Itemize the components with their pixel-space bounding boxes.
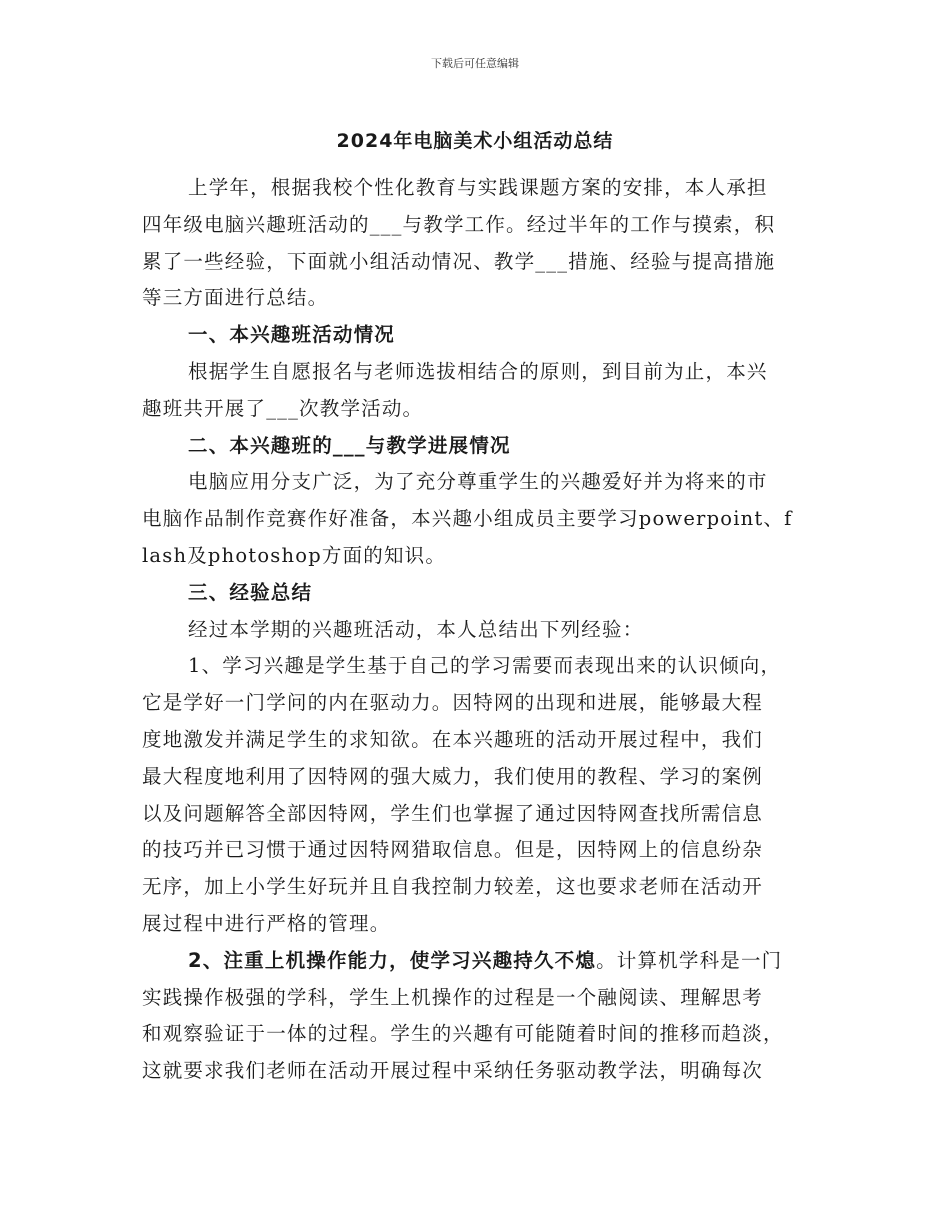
- section-heading-2: 二、本兴趣班的___与教学进展情况: [188, 433, 511, 457]
- bold-lead-text: 2、注重上机操作能力，使学习兴趣持久不熄: [188, 948, 597, 972]
- paragraph-line: 四年级电脑兴趣班活动的___与教学工作。经过半年的工作与摸索，积: [142, 212, 776, 236]
- paragraph-line: [142, 943, 808, 980]
- paragraph-line: 电脑作品制作竞赛作好准备，本兴趣小组成员主要学习powerpoint、f: [142, 507, 793, 531]
- paragraph-line: 电脑应用分支广泛，为了充分尊重学生的兴趣爱好并为将来的市: [188, 470, 768, 494]
- document-body: [142, 170, 808, 1090]
- paragraph-line: 累了一些经验，下面就小组活动情况、教学___措施、经验与提高措施: [142, 249, 776, 273]
- paragraph-line: 等三方面进行总结。: [142, 286, 329, 310]
- paragraph-line: 1、学习兴趣是学生基于自己的学习需要而表现出来的认识倾向，: [188, 654, 782, 678]
- paragraph-line: 以及问题解答全部因特网，学生们也掌握了通过因特网查找所需信息: [142, 801, 764, 825]
- paragraph-line: lash及photoshop方面的知识。: [142, 543, 447, 567]
- paragraph-line: 经过本学期的兴趣班活动，本人总结出下列经验：: [188, 617, 644, 641]
- paragraph-line: 展过程中进行严格的管理。: [142, 911, 391, 935]
- paragraph-line: 趣班共开展了___次教学活动。: [142, 396, 424, 420]
- paragraph-line: 根据学生自愿报名与老师选拔相结合的原则，到目前为止，本兴: [188, 359, 768, 383]
- paragraph-line: 它是学好一门学问的内在驱动力。因特网的出现和进展，能够最大程: [142, 691, 764, 715]
- paragraph-line: 的技巧并已习惯于通过因特网猎取信息。但是，因特网上的信息纷杂: [142, 838, 764, 862]
- paragraph-line: 度地激发并满足学生的求知欲。在本兴趣班的活动开展过程中，我们: [142, 727, 764, 751]
- section-heading-3: 三、经验总结: [188, 580, 313, 604]
- paragraph-line: 和观察验证于一体的过程。学生的兴趣有可能随着时间的推移而趋淡，: [142, 1022, 784, 1046]
- paragraph-line: 这就要求我们老师在活动开展过程中采纳任务驱动教学法，明确每次: [142, 1059, 764, 1083]
- lead-continuation: 。计算机学科是一门: [596, 948, 783, 972]
- paragraph-line: 实践操作极强的学科，学生上机操作的过程是一个融阅读、理解思考: [142, 985, 764, 1009]
- header-note: 下载后可任意编辑: [431, 57, 519, 70]
- paragraph-line: 无序，加上小学生好玩并且自我控制力较差，这也要求老师在活动开: [142, 875, 764, 899]
- section-heading-1: 一、本兴趣班活动情况: [188, 323, 396, 347]
- paragraph-line: 上学年，根据我校个性化教育与实践课题方案的安排，本人承担: [188, 176, 768, 199]
- document-title: 2024年电脑美术小组活动总结: [336, 130, 614, 152]
- paragraph-line: 最大程度地利用了因特网的强大威力，我们使用的教程、学习的案例: [142, 764, 764, 788]
